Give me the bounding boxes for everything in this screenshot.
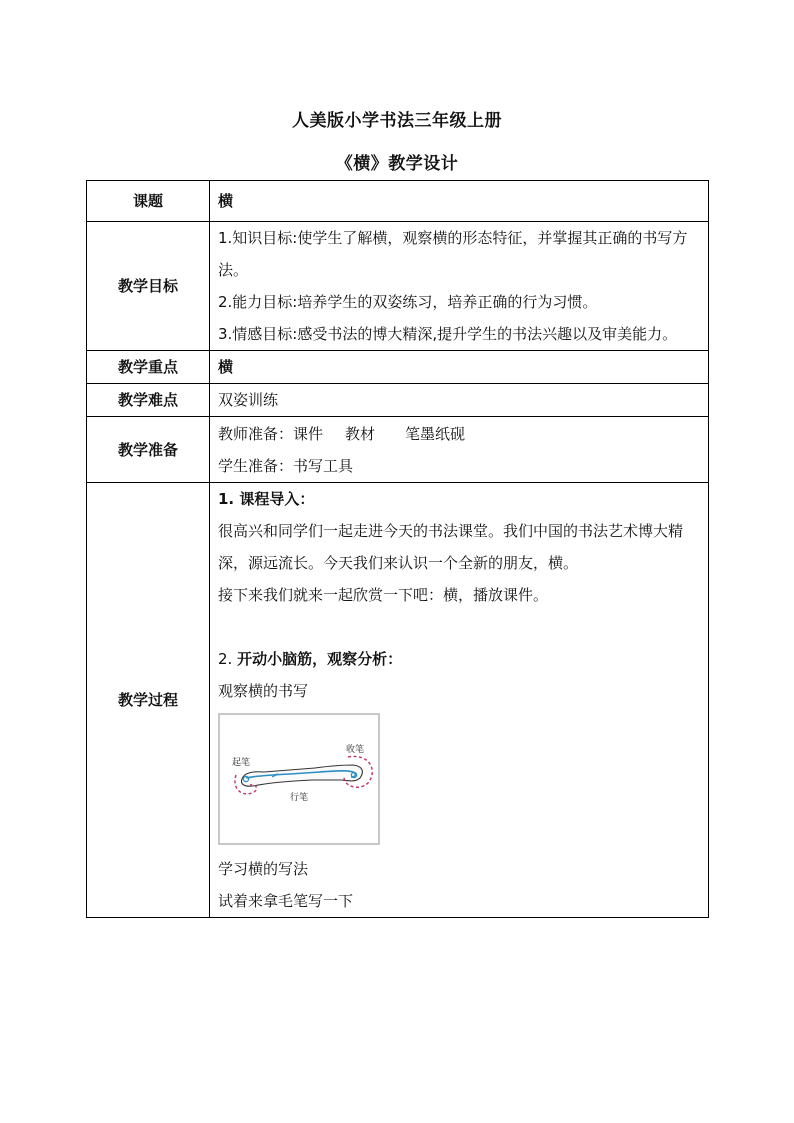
label-process: 教学过程 — [87, 483, 210, 918]
teacher-prep-item-3: 笔墨纸砚 — [405, 424, 466, 443]
row-goals — [87, 222, 709, 351]
diagram-label-move: 行笔 — [290, 793, 309, 803]
document-subtitle: 《横》教学设计 — [335, 154, 459, 174]
value-topic: 横 — [210, 181, 709, 222]
teacher-prep-item-2: 教材 — [345, 424, 376, 443]
horizontal-stroke-illustration — [220, 715, 378, 843]
value-process — [210, 483, 709, 918]
value-key-point: 横 — [210, 351, 709, 384]
row-topic — [87, 181, 709, 222]
teacher-prep-prefix: 教师准备：课件 — [218, 424, 324, 443]
label-goals: 教学目标 — [87, 222, 210, 351]
section2-heading — [218, 643, 700, 675]
goal-item-3: 3.情感目标:感受书法的博大精深,提升学生的书法兴趣以及审美能力。 — [218, 325, 678, 343]
label-key-point: 教学重点 — [87, 351, 210, 384]
row-process — [87, 483, 709, 918]
stroke-diagram — [218, 713, 380, 845]
label-difficulty: 教学难点 — [87, 384, 210, 417]
section1-title: 1. 课程导入： — [218, 490, 315, 508]
diagram-label-end: 收笔 — [346, 745, 365, 755]
section1-paragraph-1: 很高兴和同学们一起走进今天的书法课堂。我们中国的书法艺术博大精深，源远流长。今天我们来认识一个全新的朋友，横。 — [218, 522, 684, 572]
student-preparation: 学生准备：书写工具 — [218, 456, 354, 475]
document-title: 人美版小学书法三年级上册 — [292, 111, 502, 131]
label-topic: 课题 — [87, 181, 210, 222]
value-goals — [210, 222, 709, 351]
learn-text: 学习横的写法 — [218, 860, 309, 878]
section2-title: 开动小脑筋，观察分析： — [237, 650, 403, 668]
teacher-preparation — [218, 418, 700, 450]
row-key-point — [87, 351, 709, 384]
observe-text: 观察横的书写 — [218, 682, 309, 700]
goal-item-1: 1.知识目标:使学生了解横，观察横的形态特征，并掌握其正确的书写方法。 — [218, 229, 688, 279]
goal-item-2: 2.能力目标:培养学生的双姿练习，培养正确的行为习惯。 — [218, 293, 598, 311]
diagram-label-start: 起笔 — [232, 758, 251, 768]
row-preparation — [87, 417, 709, 483]
value-difficulty: 双姿训练 — [210, 384, 709, 417]
section2-number: 2. — [218, 650, 233, 668]
section1-paragraph-2: 接下来我们就来一起欣赏一下吧：横，播放课件。 — [218, 586, 549, 604]
value-preparation — [210, 417, 709, 483]
lesson-plan-table — [86, 180, 709, 918]
row-difficulty — [87, 384, 709, 417]
label-preparation: 教学准备 — [87, 417, 210, 483]
try-text: 试着来拿毛笔写一下 — [218, 892, 354, 910]
